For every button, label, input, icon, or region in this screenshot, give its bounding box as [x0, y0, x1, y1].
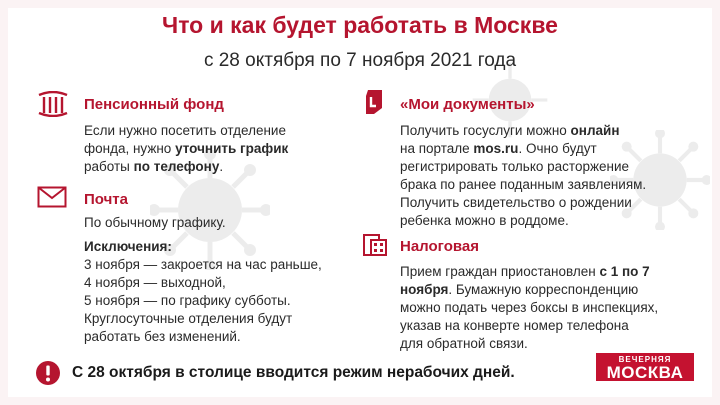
mail-title: Почта — [84, 191, 128, 208]
mail-text — [84, 214, 226, 232]
tax-title: Налоговая — [400, 238, 479, 255]
mydocs-title: «Мои документы» — [400, 96, 535, 113]
vechernyaya-moskva-logo — [596, 353, 694, 381]
pension-line-1: Если нужно посетить отделение — [84, 123, 286, 138]
pension-fund-logo-icon — [36, 91, 70, 117]
pension-text: Если нужно посетить отделение фонда, нужно уточнить график работы по телефону. — [84, 123, 289, 174]
envelope-icon — [37, 186, 67, 208]
calculator-document-icon — [362, 231, 388, 257]
tax-text: Прием граждан приостановлен с 1 по 7 ноября. Бумажную корреспонденцию можно подать через боксы в инспекциях, указав на конверте номер телефона для обратной связи. — [400, 264, 659, 351]
mydocs-highlight-portal: mos.ru — [473, 141, 519, 156]
mydocs-highlight-online: онлайн — [570, 123, 620, 138]
pension-highlight-phone: по телефону — [133, 159, 220, 174]
page-subtitle: с 28 октября по 7 ноября 2021 года — [203, 50, 517, 71]
warning-exclamation-icon — [35, 360, 61, 386]
logo-main-text: МОСКВА — [606, 363, 684, 382]
tax-highlight-dates: с 1 по 7 — [599, 264, 650, 279]
logo-top-text: ВЕЧЕРНЯЯ — [618, 355, 672, 364]
mail-exceptions: Исключения: 3 ноября — закроется на час раньше, 4 ноября — выходной, 5 ноября — по графику субботы. Круглосуточные отделения будут работать без изменений. — [84, 239, 322, 344]
mydocs-text: Получить госуслуги можно онлайн на портале mos.ru. Очно будут регистрировать только расторжение брака по ранее поданным заявлениям. Получить свидетельство о рождении ребенка можно в роддоме. — [400, 123, 647, 228]
pension-highlight-schedule: уточнить график — [175, 141, 289, 156]
non-working-days-notice: С 28 октября в столице вводится режим нерабочих дней. — [72, 364, 515, 381]
page-title: Что и как будет работать в Москве — [162, 12, 558, 38]
my-documents-logo-icon — [362, 88, 386, 116]
mail-exceptions-title: Исключения: — [84, 239, 172, 254]
mail-line-1: По обычному графику. — [84, 215, 226, 230]
pension-title: Пенсионный фонд — [84, 96, 224, 113]
